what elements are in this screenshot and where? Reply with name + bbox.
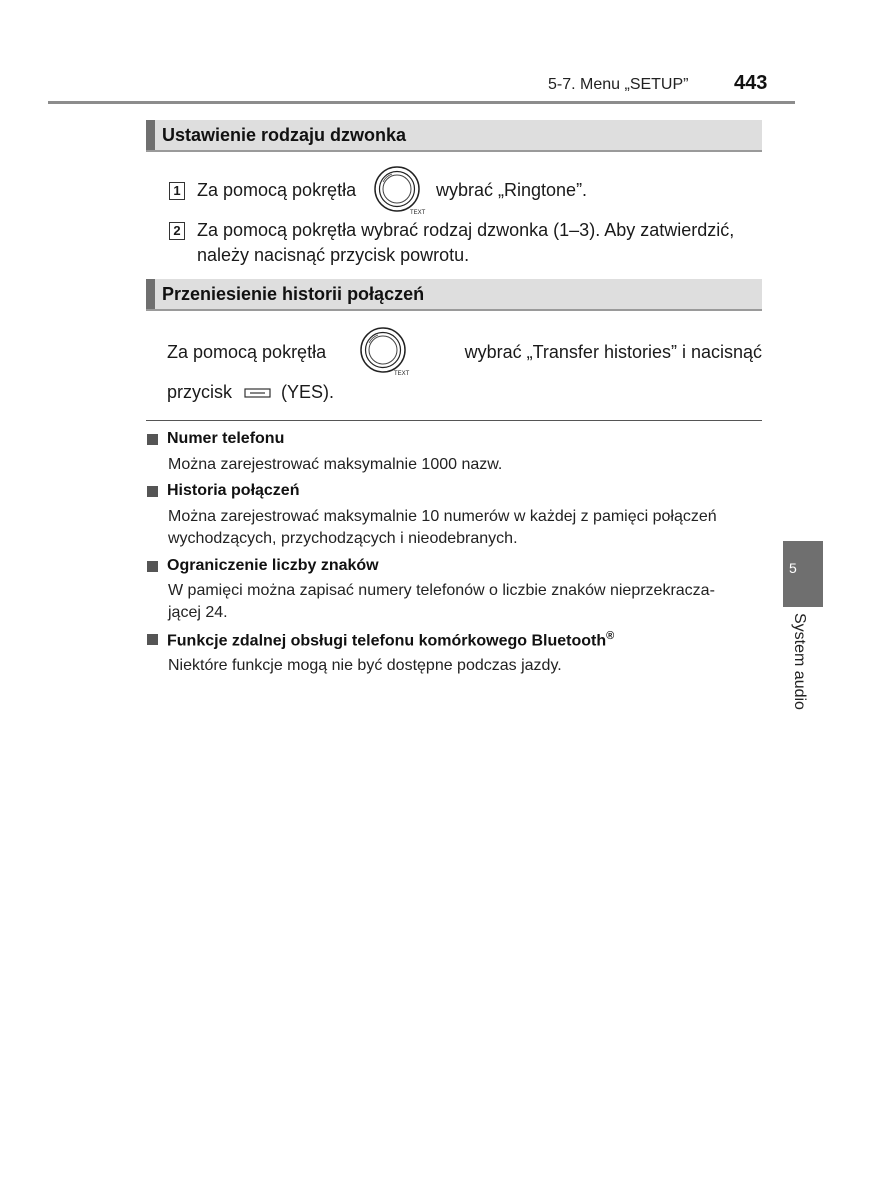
note-body-line: jącej 24. — [168, 604, 228, 621]
section-heading-bar — [146, 279, 155, 309]
tune-knob-icon — [356, 325, 410, 377]
step2-text-line2: należy nacisnąć przycisk powrotu. — [197, 245, 470, 265]
note-body-line: Można zarejestrować maksymalnie 10 numerów w każdej z pamięci połączeń — [168, 508, 717, 525]
transfer-text-after: wybrać „Transfer histories” i nacisnąć — [464, 342, 762, 362]
section-title: Przeniesienie historii połączeń — [162, 284, 425, 304]
step-number-2: 2 — [169, 222, 185, 240]
section-heading-ringtone — [146, 120, 762, 152]
section-title: Ustawienie rodzaju dzwonka — [162, 125, 407, 145]
tune-knob-icon — [370, 164, 424, 216]
note-title-call-history: Historia połączeń — [167, 482, 300, 499]
registered-mark: ® — [606, 630, 615, 642]
note-body-line: Można zarejestrować maksymalnie 1000 nazw. — [168, 456, 503, 473]
chapter-tab-number: 5 — [789, 560, 797, 576]
step-number-1: 1 — [169, 182, 185, 200]
step1-text-before: Za pomocą pokrętła — [197, 180, 357, 200]
notes-divider — [146, 420, 762, 421]
page-number: 443 — [734, 72, 768, 94]
note-title-char-limit: Ograniczenie liczby znaków — [167, 557, 379, 574]
transfer-text-line2-before: przycisk — [167, 382, 233, 402]
square-bullet-icon — [147, 561, 158, 572]
transfer-text-before: Za pomocą pokrętła — [167, 342, 327, 362]
transfer-text-line2-after: (YES). — [281, 382, 335, 402]
note-title-phone-number: Numer telefonu — [167, 430, 285, 447]
knob-caption: TEXT — [394, 371, 410, 377]
yes-button-icon — [244, 386, 271, 400]
step2-text-line1: Za pomocą pokrętła wybrać rodzaj dzwonka (1–3). Aby zatwierdzić, — [197, 220, 735, 240]
header-rule — [48, 101, 795, 104]
note-body-line: wychodzących, przychodzących i nieodebranych. — [168, 530, 518, 547]
note-body-line: W pamięci można zapisać numery telefonów o liczbie znaków nieprzekracza- — [168, 582, 715, 599]
square-bullet-icon — [147, 486, 158, 497]
note-title-text: Funkcje zdalnej obsługi telefonu komórkowego Bluetooth — [167, 632, 607, 650]
section-heading-transfer — [146, 279, 762, 311]
square-bullet-icon — [147, 434, 158, 445]
square-bullet-icon — [147, 634, 158, 645]
section-header-label: 5-7. Menu „SETUP” — [548, 76, 689, 93]
section-heading-bar — [146, 120, 155, 150]
note-title-bluetooth — [167, 630, 614, 650]
chapter-tab-label: System audio — [791, 613, 808, 710]
note-body-line: Niektóre funkcje mogą nie być dostępne podczas jazdy. — [168, 657, 562, 674]
knob-caption: TEXT — [410, 210, 426, 216]
step1-text-after: wybrać „Ringtone”. — [436, 180, 588, 200]
